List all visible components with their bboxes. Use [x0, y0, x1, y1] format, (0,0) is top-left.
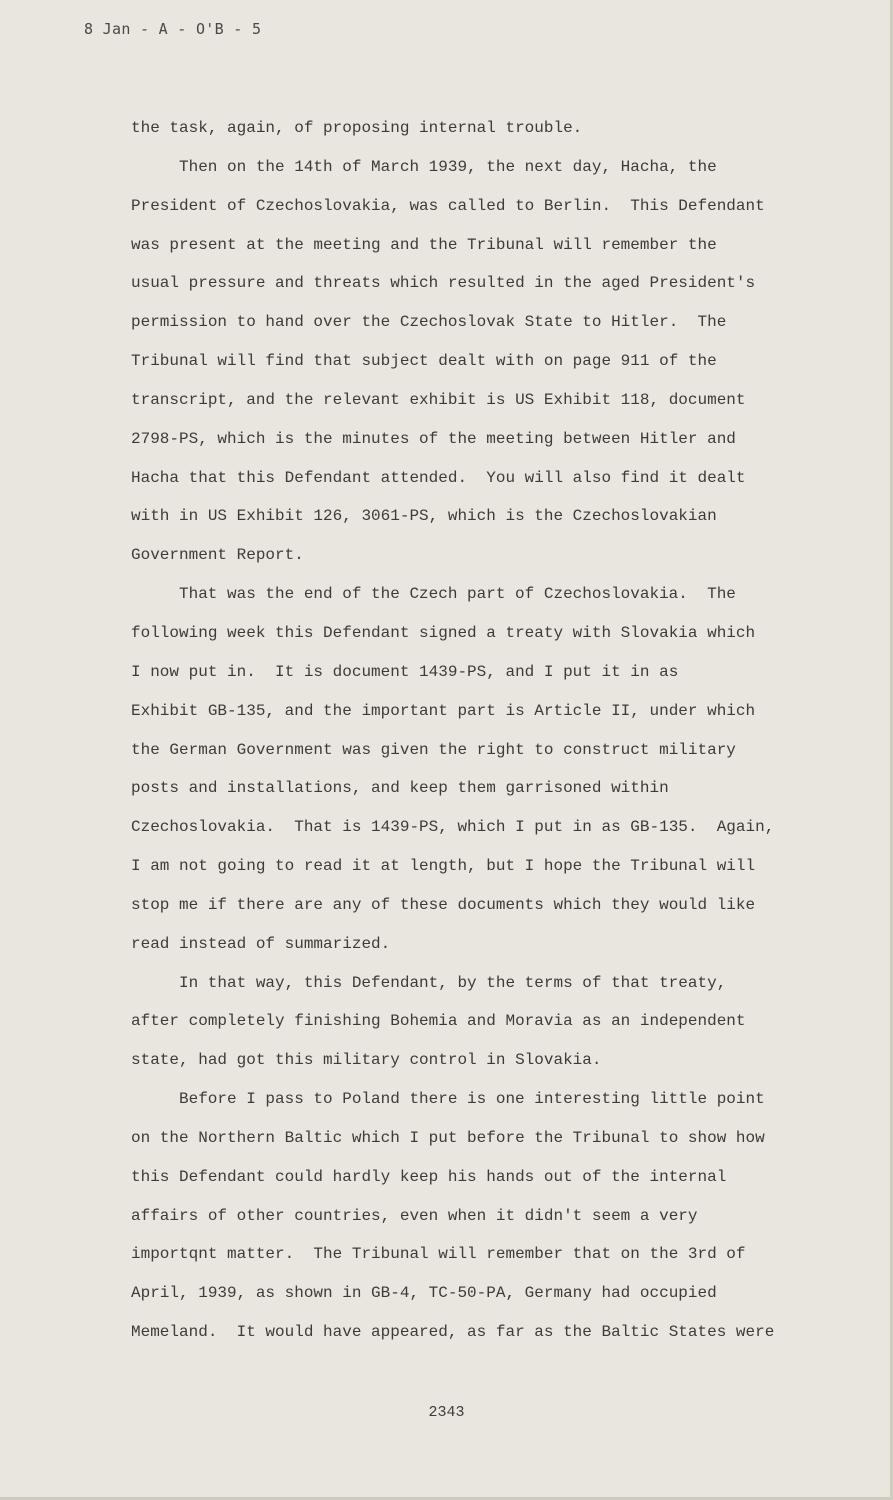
- transcript-body: [131, 113, 791, 1356]
- text-line: In that way, this Defendant, by the terms of that treaty,: [179, 973, 727, 992]
- text-line: I am not going to read it at length, but I hope the Tribunal will: [131, 857, 756, 876]
- text-line: stop me if there are any of these documents which they would like: [131, 895, 756, 914]
- text-line: Memeland. It would have appeared, as far as the Baltic States were: [131, 1323, 775, 1342]
- text-line: April, 1939, as shown in GB-4, TC-50-PA, Germany had occupied: [131, 1284, 717, 1303]
- text-line: I now put in. It is document 1439-PS, and I put it in as: [131, 662, 679, 681]
- page-number: 2343: [428, 1404, 465, 1421]
- text-line: read instead of summarized.: [131, 934, 391, 953]
- text-line: posts and installations, and keep them garrisoned within: [131, 779, 669, 798]
- text-line: Government Report.: [131, 546, 304, 565]
- text-line: Hacha that this Defendant attended. You will also find it dealt: [131, 468, 746, 487]
- text-line: President of Czechoslovakia, was called to Berlin. This Defendant: [131, 196, 765, 215]
- text-line: the task, again, of proposing internal trouble.: [131, 119, 583, 137]
- page-header: 8 Jan - A - O'B - 5: [84, 20, 262, 38]
- text-line: state, had got this military control in Slovakia.: [131, 1051, 602, 1070]
- text-line: affairs of other countries, even when it didn't seem a very: [131, 1206, 698, 1225]
- text-line: That was the end of the Czech part of Czechoslovakia. The: [179, 585, 736, 604]
- text-line: transcript, and the relevant exhibit is US Exhibit 118, document: [131, 390, 746, 409]
- text-line: 2798-PS, which is the minutes of the meeting between Hitler and: [131, 429, 736, 448]
- text-line: with in US Exhibit 126, 3061-PS, which is the Czechoslovakian: [131, 507, 717, 526]
- text-line: was present at the meeting and the Tribunal will remember the: [131, 235, 717, 254]
- text-line: on the Northern Baltic which I put before the Tribunal to show how: [131, 1128, 765, 1147]
- text-line: permission to hand over the Czechoslovak State to Hitler. The: [131, 313, 727, 332]
- text-line: Exhibit GB-135, and the important part is Article II, under which: [131, 701, 756, 720]
- text-line: Then on the 14th of March 1939, the next day, Hacha, the: [179, 157, 717, 176]
- text-line: Tribunal will find that subject dealt with on page 911 of the: [131, 352, 717, 371]
- text-line: importqnt matter. The Tribunal will remember that on the 3rd of: [131, 1245, 746, 1264]
- text-line: Before I pass to Poland there is one interesting little point: [179, 1090, 765, 1109]
- text-line: usual pressure and threats which resulted in the aged President's: [131, 274, 756, 293]
- text-line: this Defendant could hardly keep his hands out of the internal: [131, 1167, 727, 1186]
- text-line: Czechoslovakia. That is 1439-PS, which I put in as GB-135. Again,: [131, 818, 775, 837]
- text-line: the German Government was given the right to construct military: [131, 740, 736, 759]
- text-line: after completely finishing Bohemia and Moravia as an independent: [131, 1012, 746, 1031]
- text-line: following week this Defendant signed a treaty with Slovakia which: [131, 623, 756, 642]
